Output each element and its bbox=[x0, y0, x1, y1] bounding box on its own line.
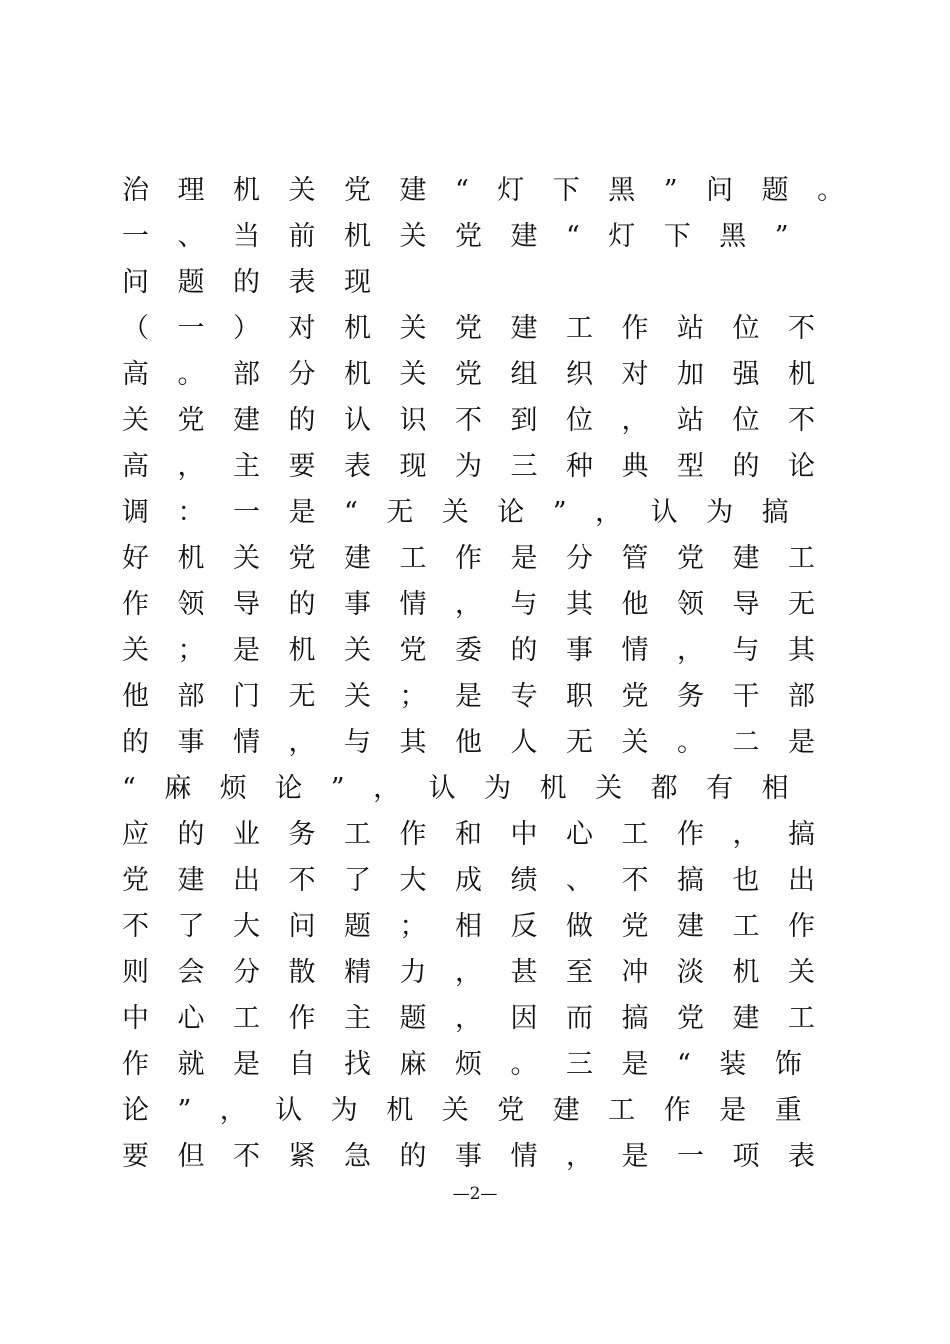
text-line: 调：一是“无关论”，认为搞 bbox=[122, 497, 818, 528]
text-line: 治理机关党建“灯下黑”问题。 bbox=[122, 175, 873, 206]
text-line: 高，主要表现为三种典型的论 bbox=[122, 451, 844, 482]
text-line: “麻烦论”，认为机关都有相 bbox=[122, 773, 818, 804]
text-line: 作就是自找麻烦。三是“装饰 bbox=[122, 1049, 831, 1080]
section-heading-line: 一、当前机关党建“灯下黑” bbox=[122, 221, 818, 252]
text-line: 应的业务工作和中心工作，搞 bbox=[122, 819, 844, 850]
text-line: 要但不紧急的事情，是一项表 bbox=[122, 1141, 844, 1172]
text-line: （一）对机关党建工作站位不 bbox=[122, 313, 844, 344]
text-line: 中心工作主题，因而搞党建工 bbox=[122, 1003, 844, 1034]
section-heading-line: 问题的表现 bbox=[122, 267, 400, 298]
text-line: 的事情，与其他人无关。二是 bbox=[122, 727, 844, 758]
body-text bbox=[122, 168, 873, 1180]
text-line: 好机关党建工作是分管党建工 bbox=[122, 543, 844, 574]
text-line: 高。部分机关党组织对加强机 bbox=[122, 359, 844, 390]
page-number: —2— bbox=[452, 1184, 498, 1204]
text-line: 关；是机关党委的事情，与其 bbox=[122, 635, 844, 666]
text-line: 作领导的事情，与其他领导无 bbox=[122, 589, 844, 620]
text-line: 关党建的认识不到位，站位不 bbox=[122, 405, 844, 436]
text-line: 他部门无关；是专职党务干部 bbox=[122, 681, 844, 712]
text-line: 党建出不了大成绩、不搞也出 bbox=[122, 865, 844, 896]
text-line: 不了大问题；相反做党建工作 bbox=[122, 911, 844, 942]
text-line: 则会分散精力，甚至冲淡机关 bbox=[122, 957, 844, 988]
text-line: 论”，认为机关党建工作是重 bbox=[122, 1095, 831, 1126]
